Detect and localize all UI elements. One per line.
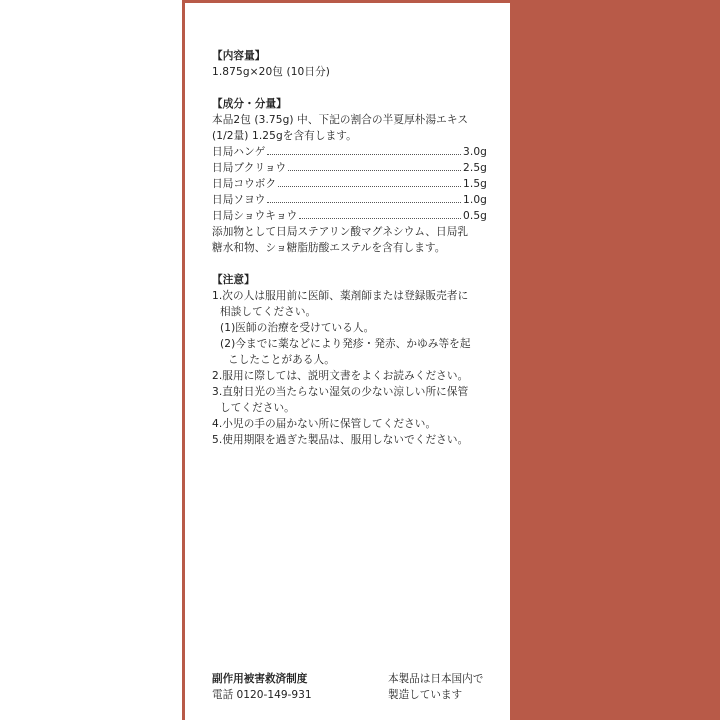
caution-heading: 【注意】 — [212, 274, 255, 286]
ingredients-heading: 【成分・分量】 — [212, 98, 287, 110]
leader-dots — [267, 154, 461, 155]
ingredient-amount: 1.0g — [463, 194, 487, 206]
relief-phone: 電話 0120-149-931 — [212, 689, 312, 701]
made-in-line-2: 製造しています — [388, 689, 463, 701]
additives-text-2: 糖水和物、ショ糖脂肪酸エステルを含有します。 — [212, 242, 446, 254]
leader-dots — [267, 202, 461, 203]
made-in-line-1: 本製品は日本国内で — [388, 673, 484, 685]
contents-text: 1.875g×20包 (10日分) — [212, 66, 331, 78]
leader-dots — [288, 170, 461, 171]
made-in-japan-note — [388, 671, 483, 703]
caution-line: 3.直射日光の当たらない湿気の少ない涼しい所に保管 — [212, 386, 469, 398]
ingredients-intro-2: (1/2量) 1.25gを含有します。 — [212, 130, 357, 142]
ingredient-amount: 3.0g — [463, 146, 487, 158]
ingredients-intro-1: 本品2包 (3.75g) 中、下記の割合の半夏厚朴湯エキス — [212, 114, 469, 126]
relief-system-info — [212, 671, 312, 703]
ingredient-amount: 1.5g — [463, 178, 487, 190]
additives-text-1: 添加物として日局ステアリン酸マグネシウム、日局乳 — [212, 226, 469, 238]
leader-dots — [299, 218, 461, 219]
ingredient-row — [212, 192, 487, 208]
ingredient-row — [212, 144, 487, 160]
ingredient-amount: 0.5g — [463, 210, 487, 222]
ingredient-name: 日局ショウキョウ — [212, 210, 298, 222]
ingredient-row — [212, 176, 487, 192]
caution-line: してください。 — [220, 402, 295, 414]
caution-line: (2)今までに薬などにより発疹・発赤、かゆみ等を起 — [220, 338, 471, 350]
left-background — [0, 0, 182, 720]
ingredient-name: 日局コウボク — [212, 178, 277, 190]
caution-line: (1)医師の治療を受けている人。 — [220, 322, 375, 334]
ingredient-name: 日局ソヨウ — [212, 194, 266, 206]
caution-line: 4.小児の手の届かない所に保管してください。 — [212, 418, 437, 430]
relief-title: 副作用被害救済制度 — [212, 673, 308, 685]
contents-section — [212, 48, 487, 80]
caution-line: こしたことがある人。 — [228, 354, 335, 366]
ingredient-name: 日局ハンゲ — [212, 146, 266, 158]
ingredient-row — [212, 160, 487, 176]
ingredient-row — [212, 208, 487, 224]
caution-line: 相談してください。 — [220, 306, 317, 318]
leader-dots — [278, 186, 461, 187]
accent-bar — [510, 0, 720, 720]
caution-line: 1.次の人は服用前に医師、薬剤師または登録販売者に — [212, 290, 469, 302]
ingredients-section — [212, 96, 487, 256]
contents-heading: 【内容量】 — [212, 50, 266, 62]
package-text — [212, 48, 487, 464]
ingredient-amount: 2.5g — [463, 162, 487, 174]
caution-line: 5.使用期限を過ぎた製品は、服用しないでください。 — [212, 434, 469, 446]
ingredient-name: 日局ブクリョウ — [212, 162, 287, 174]
caution-section — [212, 272, 487, 448]
caution-line: 2.服用に際しては、説明文書をよくお読みください。 — [212, 370, 469, 382]
